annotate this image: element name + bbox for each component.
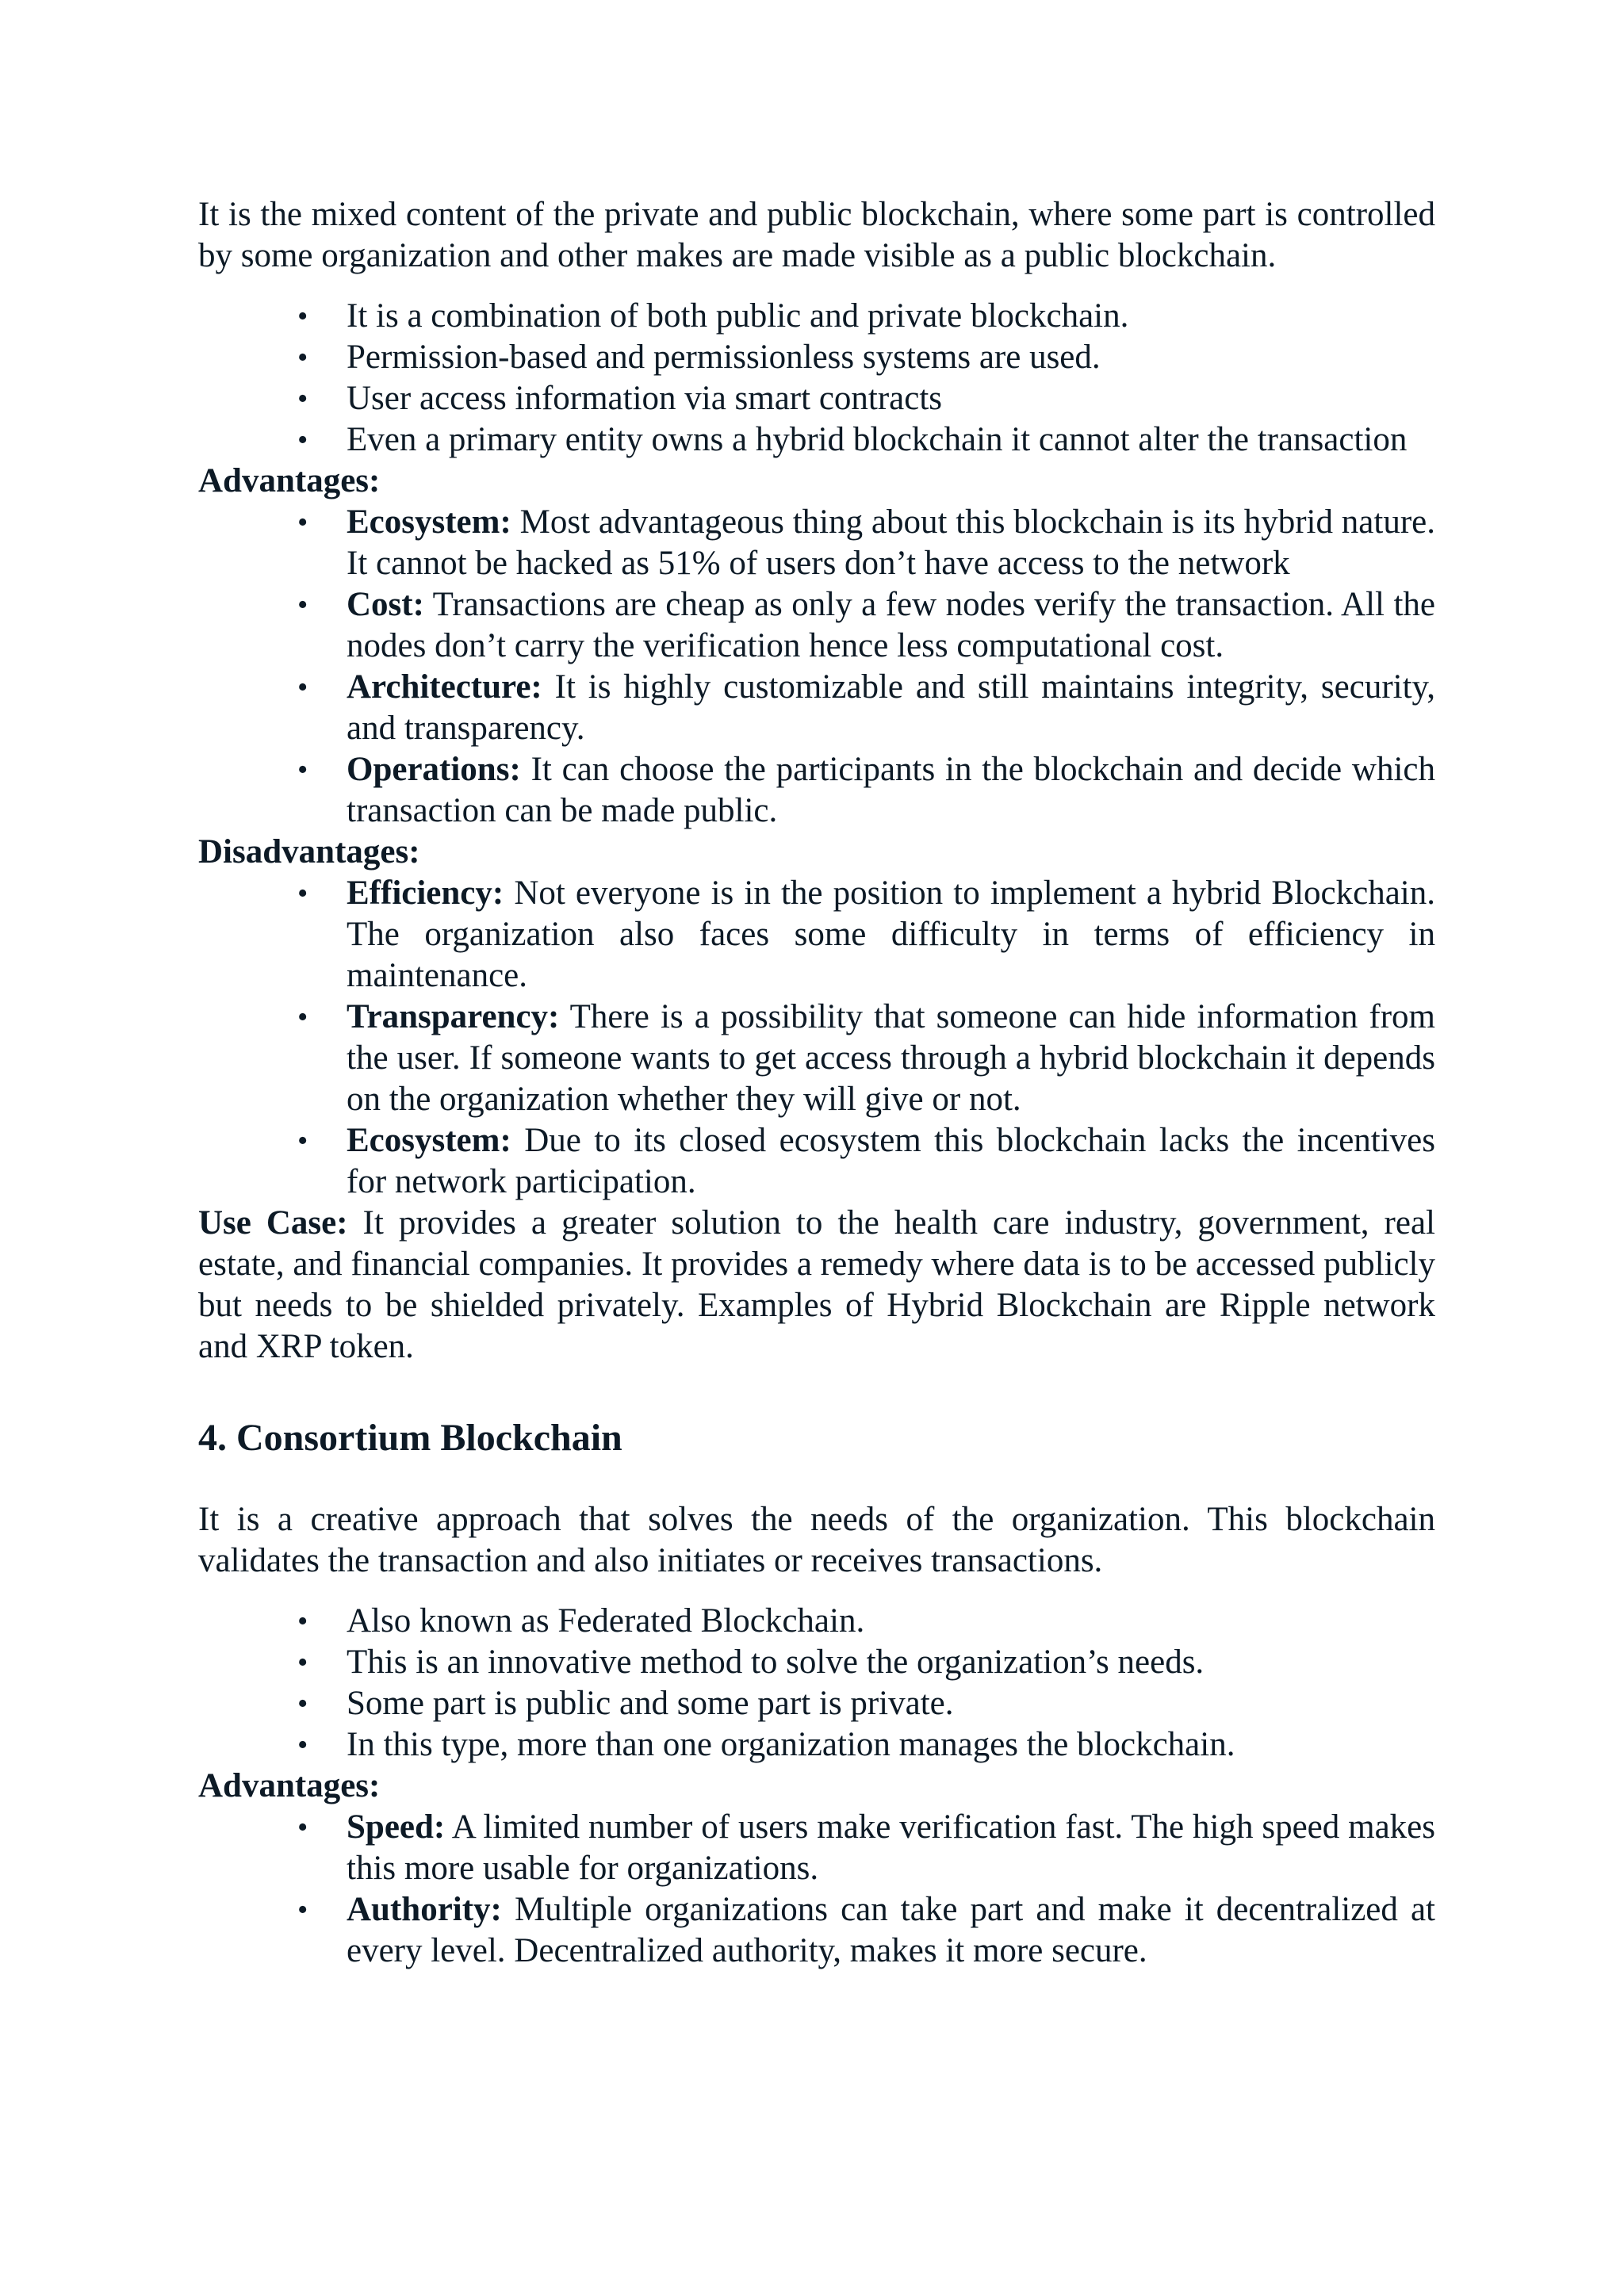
description: Due to its closed ecosystem this blockchain lacks the incentives for network participation.	[347, 1122, 1435, 1200]
consortium-advantages-heading: Advantages:	[198, 1767, 381, 1804]
term: Architecture:	[347, 668, 542, 706]
term: Speed:	[347, 1808, 446, 1846]
use-case-label: Use Case:	[198, 1204, 348, 1242]
description: There is a possibility that someone can hide information from the user. If someone wants to get access through a hybrid blockchain it depends on the organization whether they will give or not.	[347, 998, 1435, 1118]
term: Ecosystem:	[347, 503, 511, 541]
term: Authority:	[347, 1891, 502, 1928]
list-item: • Some part is public and some part is private.	[347, 1683, 1435, 1724]
list-item: • In this type, more than one organization manages the blockchain.	[347, 1724, 1435, 1766]
description: It can choose the participants in the blockchain and decide which transaction can be made public.	[347, 751, 1435, 829]
hybrid-features-list	[198, 296, 1435, 461]
list-item	[347, 997, 1435, 1120]
term: Transparency:	[347, 998, 560, 1035]
consortium-intro-paragraph: It is a creative approach that solves the needs of the organization. This blockchain validates the transaction and also initiates or receives transactions.	[198, 1501, 1435, 1579]
hybrid-advantages-list	[198, 502, 1435, 832]
term: Cost:	[347, 586, 424, 623]
list-item: • Also known as Federated Blockchain.	[347, 1601, 1435, 1642]
list-item: • User access information via smart contracts	[347, 378, 1435, 419]
list-item	[347, 1120, 1435, 1203]
description: Not everyone is in the position to implement a hybrid Blockchain. The organization also faces some difficulty in terms of efficiency in maintenance.	[347, 874, 1435, 994]
list-item	[347, 667, 1435, 749]
use-case-text: It provides a greater solution to the health care industry, government, real estate, and financial companies. It provides a remedy where data is to be accessed publicly but needs to be shielded privately. Examples of Hybrid Blockchain are Ripple network and XRP token.	[198, 1204, 1435, 1365]
hybrid-disadvantages-list	[198, 873, 1435, 1203]
list-item	[347, 502, 1435, 584]
hybrid-use-case-paragraph	[198, 1203, 1435, 1368]
list-item	[347, 1889, 1435, 1972]
description: It is highly customizable and still maintains integrity, security, and transparency.	[347, 668, 1435, 747]
description: Multiple organizations can take part and make it decentralized at every level. Decentralized authority, makes it more secure.	[347, 1891, 1435, 1969]
list-item	[347, 749, 1435, 832]
list-item: • This is an innovative method to solve the organization’s needs.	[347, 1642, 1435, 1683]
list-item	[347, 873, 1435, 997]
consortium-advantages-list	[198, 1807, 1435, 1972]
hybrid-advantages-heading: Advantages:	[198, 462, 381, 499]
description: Most advantageous thing about this blockchain is its hybrid nature. It cannot be hacked as 51% of users don’t have access to the network	[347, 503, 1435, 582]
term: Efficiency:	[347, 874, 504, 912]
document-page	[198, 194, 1435, 1972]
description: Transactions are cheap as only a few nodes verify the transaction. All the nodes don’t carry the verification hence less computational cost.	[347, 586, 1435, 664]
list-item	[347, 1807, 1435, 1889]
term: Ecosystem:	[347, 1122, 511, 1159]
list-item: • Even a primary entity owns a hybrid blockchain it cannot alter the transaction	[347, 419, 1435, 461]
consortium-features-list	[198, 1601, 1435, 1766]
description: A limited number of users make verification fast. The high speed makes this more usable for organizations.	[347, 1808, 1435, 1887]
list-item	[347, 584, 1435, 667]
term: Operations:	[347, 751, 521, 788]
list-item: • It is a combination of both public and private blockchain.	[347, 296, 1435, 337]
hybrid-disadvantages-heading: Disadvantages:	[198, 833, 420, 871]
list-item: • Permission-based and permissionless systems are used.	[347, 337, 1435, 378]
section-heading-consortium: 4. Consortium Blockchain	[198, 1417, 622, 1459]
hybrid-intro-paragraph: It is the mixed content of the private and public blockchain, where some part is controlled by some organization and other makes are made visible as a public blockchain.	[198, 196, 1435, 274]
